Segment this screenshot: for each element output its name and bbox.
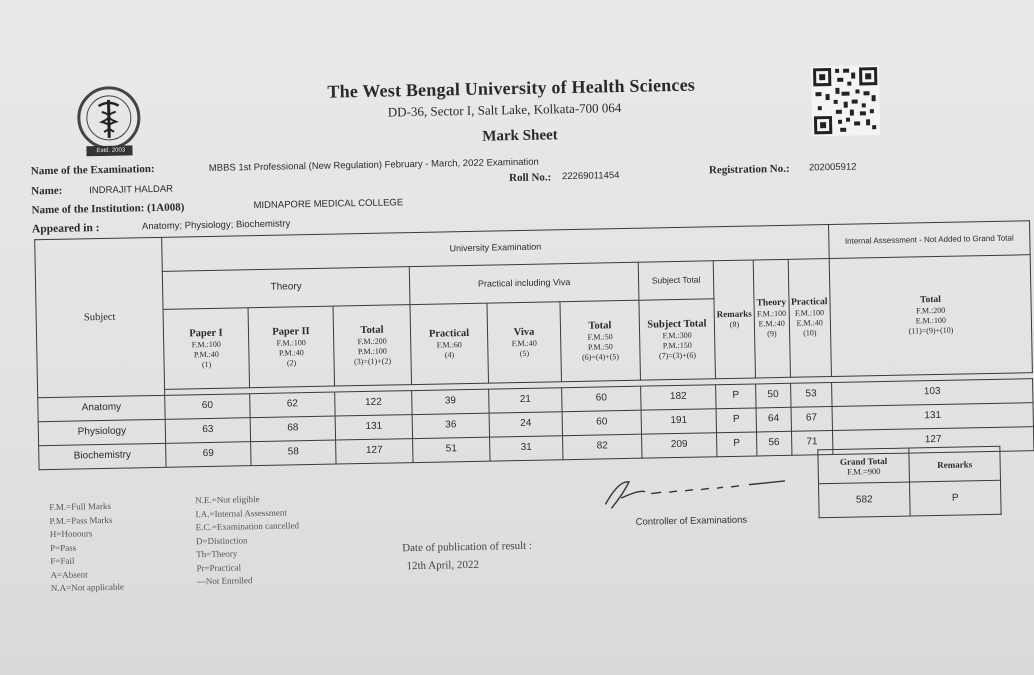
cell: 191 xyxy=(641,409,716,434)
grand-total-table xyxy=(817,446,1001,519)
col-title: Paper I xyxy=(189,327,223,340)
col-sub: (10) xyxy=(803,328,817,339)
legend-item: Th=Theory xyxy=(196,548,238,560)
col-sub: F.M.:200 xyxy=(357,336,387,347)
cell: 122 xyxy=(335,391,412,416)
theory-total-column xyxy=(333,305,412,386)
col-sub: F.M.:200 xyxy=(916,306,946,316)
practical-viva-group-header: Practical including Viva xyxy=(409,262,639,304)
legend-item: N.A=Not applicable xyxy=(50,581,125,594)
col-title: Paper II xyxy=(272,325,310,338)
grand-total-label: Grand Total xyxy=(839,455,888,467)
publication-date: 12th April, 2022 xyxy=(406,558,480,573)
cell: 182 xyxy=(641,385,716,410)
col-sub: F.M.:100 xyxy=(756,309,787,319)
document-title: Mark Sheet xyxy=(482,127,558,145)
legend-item: —Not Enrolled xyxy=(196,575,253,587)
practical-column xyxy=(410,303,489,384)
col-title: Subject Total xyxy=(647,318,707,331)
internal-assessment-header: Internal Assessment - Not Added to Grand Total xyxy=(829,221,1031,259)
cell: 53 xyxy=(790,383,832,408)
ia-practical-column xyxy=(788,259,832,378)
legend-item: I.A.=Internal Assessment xyxy=(195,507,287,519)
col-sub: (4) xyxy=(444,350,455,360)
cell: P xyxy=(716,384,756,409)
registration-label: Registration No.: xyxy=(708,162,790,177)
subject-total-column xyxy=(639,299,716,380)
col-sub: F.M.:100 xyxy=(191,339,221,350)
cell: P xyxy=(717,432,757,457)
cell: 63 xyxy=(165,418,250,444)
cell: 131 xyxy=(335,415,412,440)
cell: 31 xyxy=(490,436,563,461)
col-sub: F.M.:40 xyxy=(511,338,537,349)
ia-theory-column xyxy=(753,259,790,378)
col-sub: P.M.:100 xyxy=(357,346,387,357)
legend-item: P=Pass xyxy=(49,542,77,553)
cell: 62 xyxy=(250,392,335,418)
ia-total-column xyxy=(829,255,1032,377)
col-title: Theory xyxy=(756,297,787,309)
name-label: Name: xyxy=(31,184,63,198)
cell: 64 xyxy=(756,407,791,432)
legend-item: A=Absent xyxy=(50,568,88,580)
col-title: Total xyxy=(919,294,941,305)
subject-header: Subject xyxy=(35,237,165,397)
university-address: DD-36, Sector I, Salt Lake, Kolkata-700 064 xyxy=(387,100,622,120)
cell: 103 xyxy=(832,379,1033,407)
cell: 60 xyxy=(562,410,641,436)
col-sub: E.M.:40 xyxy=(758,319,785,329)
cell: 39 xyxy=(412,389,489,414)
university-exam-header: University Examination xyxy=(162,225,829,272)
col-title: Total xyxy=(588,320,612,332)
roll-label: Roll No.: xyxy=(508,171,552,185)
col-sub: P.M.:40 xyxy=(193,349,219,360)
cell: 209 xyxy=(642,433,717,458)
col-sub: (5) xyxy=(519,348,530,359)
paper2-column xyxy=(248,306,335,388)
practical-total-column xyxy=(560,300,641,382)
col-sub: (3)=(1)+(2) xyxy=(353,356,392,367)
paper1-column xyxy=(163,308,250,390)
col-sub: E.M.:40 xyxy=(796,318,823,329)
legend-item: E.C.=Examination cancelled xyxy=(195,520,300,533)
legend-middle xyxy=(195,492,300,588)
controller-label: Controller of Examinations xyxy=(635,514,748,528)
legend-item: F=Fail xyxy=(50,555,75,567)
publication-label: Date of publication of result : xyxy=(402,539,533,555)
exam-label: Name of the Examination: xyxy=(30,162,155,178)
legend-item: H=Honours xyxy=(49,528,93,540)
col-title: Viva xyxy=(513,326,535,339)
cell: 51 xyxy=(413,437,490,462)
cell: 36 xyxy=(412,413,489,438)
col-sub: (9) xyxy=(767,329,777,339)
appeared-value: Anatomy; Physiology; Biochemistry xyxy=(141,218,291,233)
cell: 58 xyxy=(251,440,336,466)
logo-estd: Estd. 2003 xyxy=(96,147,126,155)
col-sub: P.M.:40 xyxy=(278,348,304,358)
cell: 68 xyxy=(250,416,335,442)
col-sub: (1) xyxy=(201,359,212,370)
subject-total-group-header: Subject Total xyxy=(638,261,714,300)
cell: 50 xyxy=(756,383,791,408)
grand-total-remarks-label: Remarks xyxy=(909,446,1001,482)
col-sub: (11)=(9)+(10) xyxy=(908,326,954,336)
grand-total-fm: F.M.=900 xyxy=(846,465,881,477)
grand-total-value: 582 xyxy=(819,482,911,518)
viva-column xyxy=(487,302,562,383)
cell: 60 xyxy=(562,386,641,412)
institution-value: MIDNAPORE MEDICAL COLLEGE xyxy=(253,197,404,212)
col-sub: P.M.:50 xyxy=(587,342,613,352)
col-sub: F.M.:100 xyxy=(276,338,306,348)
col-sub: (2) xyxy=(286,358,297,368)
registration-value: 202005912 xyxy=(808,161,857,174)
institution-label: Name of the Institution: (1A008) xyxy=(31,201,185,217)
col-sub: (6)=(4)+(5) xyxy=(581,352,620,362)
legend-left xyxy=(49,500,124,596)
row-subject: Anatomy xyxy=(38,395,165,421)
cell: 24 xyxy=(489,412,562,437)
cell: 21 xyxy=(489,388,562,413)
cell: 69 xyxy=(166,442,251,468)
col-title: Total xyxy=(360,324,384,336)
col-title: Practical xyxy=(428,327,470,340)
university-name: The West Bengal University of Health Sciences xyxy=(327,74,696,102)
row-subject: Physiology xyxy=(38,419,165,445)
cell: 56 xyxy=(757,431,792,456)
col-sub: F.M.:60 xyxy=(436,340,462,350)
col-sub: F.M.:50 xyxy=(587,332,613,342)
legend-item: N.E.=Not eligible xyxy=(195,494,260,506)
col-sub: P.M.:150 xyxy=(662,340,692,351)
roll-value: 22269011454 xyxy=(561,170,620,183)
exam-value: MBBS 1st Professional (New Regulation) February - March, 2022 Examination xyxy=(208,156,539,174)
marks-table xyxy=(31,220,1034,470)
legend-item: F.M.=Full Marks xyxy=(49,500,112,513)
col-sub: (8) xyxy=(729,319,740,330)
appeared-label: Appeared in : xyxy=(31,222,100,236)
cell: 71 xyxy=(791,431,833,456)
cell: 131 xyxy=(832,403,1033,431)
theory-group-header: Theory xyxy=(162,267,410,310)
col-sub: F.M.:100 xyxy=(794,308,825,319)
qr-code xyxy=(811,65,880,136)
col-title: Remarks xyxy=(716,308,752,320)
legend-item: D=Distinction xyxy=(195,534,248,546)
col-sub: F.M.:300 xyxy=(662,330,692,341)
grand-total-remarks: P xyxy=(909,480,1001,516)
cell: 127 xyxy=(336,439,413,464)
legend-item: Pr=Practical xyxy=(196,561,242,573)
name-value: INDRAJIT HALDAR xyxy=(89,183,174,197)
cell: 82 xyxy=(563,434,642,460)
controller-signature xyxy=(599,471,800,515)
col-title: Practical xyxy=(790,296,828,308)
col-sub: E.M.:100 xyxy=(915,316,947,326)
cell: 127 xyxy=(832,427,1033,455)
legend-item: P.M.=Pass Marks xyxy=(49,514,113,526)
cell: P xyxy=(716,408,756,433)
cell: 67 xyxy=(791,407,833,432)
remarks-column xyxy=(713,260,755,379)
col-sub: (7)=(3)+(6) xyxy=(658,350,697,361)
cell: 60 xyxy=(165,394,250,420)
row-subject: Biochemistry xyxy=(39,443,166,469)
